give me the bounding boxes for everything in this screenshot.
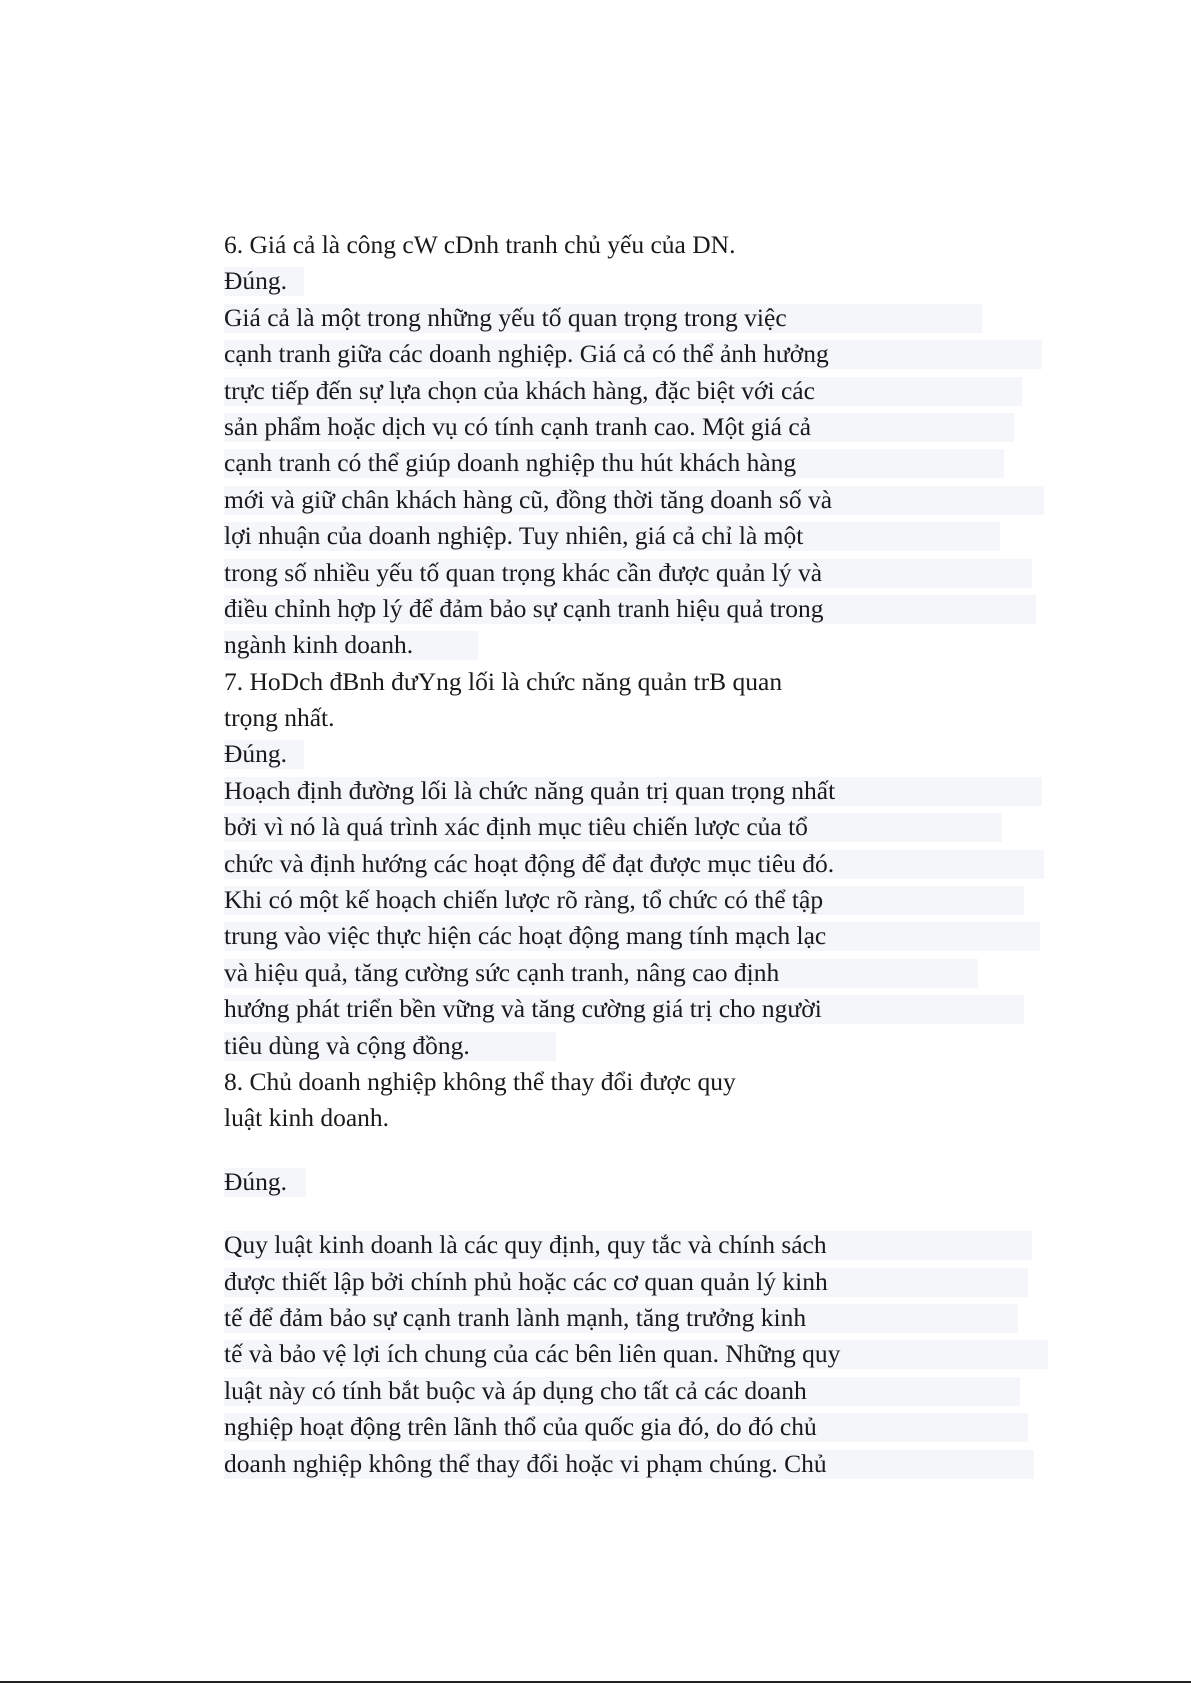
answer-6-line: lợi nhuận của doanh nghiệp. Tuy nhiên, giá cả chỉ là một — [224, 518, 1124, 554]
answer-7-line: trung vào việc thực hiện các hoạt động mang tính mạch lạc — [224, 918, 1124, 954]
page-bottom-rule — [0, 1681, 1191, 1683]
answer-6-line: Giá cả là một trong những yếu tố quan trọng trong việc — [224, 300, 1124, 336]
answer-8-line: doanh nghiệp không thể thay đổi hoặc vi phạm chúng. Chủ — [224, 1446, 1124, 1482]
answer-7-line: Khi có một kế hoạch chiến lược rõ ràng, tổ chức có thể tập — [224, 882, 1124, 918]
answer-7-line: và hiệu quả, tăng cường sức cạnh tranh, nâng cao định — [224, 955, 1124, 991]
answer-7-line: bởi vì nó là quá trình xác định mục tiêu chiến lược của tổ — [224, 809, 1124, 845]
answer-6-line: cạnh tranh có thể giúp doanh nghiệp thu hút khách hàng — [224, 445, 1124, 481]
answer-6-verdict: Đúng. — [224, 263, 1124, 299]
answer-6-line: trong số nhiều yếu tố quan trọng khác cần được quản lý và — [224, 555, 1124, 591]
question-6-heading: 6. Giá cả là công cW cDnh tranh chủ yếu của DN. — [224, 230, 736, 259]
question-7-heading: 7. HoDch đBnh đưYng lối là chức năng quản trB quan — [224, 666, 783, 696]
answer-8-line: nghiệp hoạt động trên lãnh thổ của quốc gia đó, do đó chủ — [224, 1409, 1124, 1445]
answer-6-line: mới và giữ chân khách hàng cũ, đồng thời tăng doanh số và — [224, 482, 1124, 518]
answer-8-line: tế và bảo vệ lợi ích chung của các bên liên quan. Những quy — [224, 1336, 1124, 1372]
answer-8-verdict: Đúng. — [224, 1164, 1124, 1200]
spacer — [224, 1137, 1124, 1164]
question-8-heading: 8. Chủ doanh nghiệp không thể thay đổi được quy — [224, 1066, 736, 1096]
answer-6-line: trực tiếp đến sự lựa chọn của khách hàng, đặc biệt với các — [224, 373, 1124, 409]
answer-8-line: tế để đảm bảo sự cạnh tranh lành mạnh, tăng trưởng kinh — [224, 1300, 1124, 1336]
answer-7-line: tiêu dùng và cộng đồng. — [224, 1028, 1124, 1064]
answer-7-line: hướng phát triển bền vững và tăng cường giá trị cho người — [224, 991, 1124, 1027]
spacer — [224, 1200, 1124, 1227]
question-7-heading-cont: trọng nhất. — [224, 703, 335, 733]
answer-8-line: được thiết lập bởi chính phủ hoặc các cơ quan quản lý kinh — [224, 1264, 1124, 1300]
answer-6-line: cạnh tranh giữa các doanh nghiệp. Giá cả có thể ảnh hưởng — [224, 336, 1124, 372]
answer-6-line: ngành kinh doanh. — [224, 627, 1124, 663]
answer-7-line: chức và định hướng các hoạt động để đạt được mục tiêu đó. — [224, 846, 1124, 882]
answer-6-line: điều chỉnh hợp lý để đảm bảo sự cạnh tranh hiệu quả trong — [224, 591, 1124, 627]
answer-6-line: sản phẩm hoặc dịch vụ có tính cạnh tranh cao. Một giá cả — [224, 409, 1124, 445]
document-body — [224, 227, 1124, 1482]
question-8-heading-cont: luật kinh doanh. — [224, 1103, 390, 1133]
answer-8-line: luật này có tính bắt buộc và áp dụng cho tất cả các doanh — [224, 1373, 1124, 1409]
answer-8-line: Quy luật kinh doanh là các quy định, quy tắc và chính sách — [224, 1227, 1124, 1263]
answer-7-line: Hoạch định đường lối là chức năng quản trị quan trọng nhất — [224, 773, 1124, 809]
answer-7-verdict: Đúng. — [224, 736, 1124, 772]
